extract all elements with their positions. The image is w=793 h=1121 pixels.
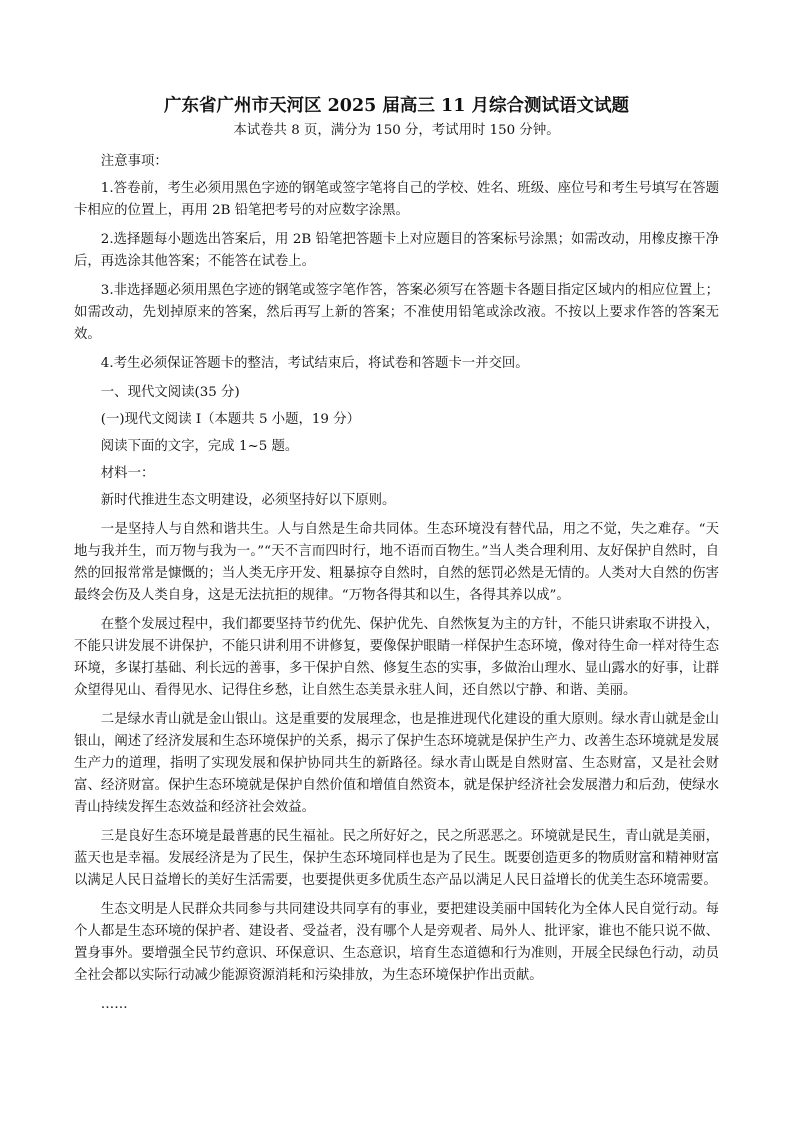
- material-paragraph: 新时代推进生态文明建设，必须坚持好以下原则。: [100, 493, 396, 508]
- notice-item: 1.答卷前，考生必须用黑色字迹的钢笔或签字笔将自己的学校、姓名、班级、座位号和考生号填写在答题卡相应的位置上，再用 2B 铅笔把考号的对应数字涂黑。: [74, 181, 719, 218]
- text-ellipsis: ……: [100, 997, 128, 1012]
- notice-heading: 注意事项：: [100, 154, 168, 169]
- material-paragraph: 在整个发展过程中，我们都要坚持节约优先、保护优先、自然恢复为主的方针，不能只讲索取不讲投入，不能只讲发展不讲保护，不能只讲利用不讲修复，要像保护眼睛一样保护生态环境，像对待生命一样对待生态环境，多谋打基础、利长远的善事，多干保护自然、修复生态的实事，多做治山理水、显山露水的好事，让群众望得见山、看得见水、记得住乡愁，让自然生态美景永驻人间，还自然以宁静、和谐、美丽。: [74, 617, 719, 698]
- reading-instruction: 阅读下面的文字，完成 1~5 题。: [100, 439, 299, 454]
- notice-item: 3.非选择题必须用黑色字迹的钢笔或签字笔作答，答案必须写在答题卡各题目指定区域内的相应位置上；如需改动，先划掉原来的答案，然后再写上新的答案；不准使用铅笔或涂改液。不按以上要求作答的答案无效。: [74, 283, 719, 342]
- exam-subtitle: 本试卷共 8 页，满分为 150 分，考试用时 150 分钟。: [233, 123, 560, 138]
- exam-title: 广东省广州市天河区 2025 届高三 11 月综合测试语文试题: [164, 96, 629, 116]
- notice-item: 4.考生必须保证答题卡的整洁，考试结束后，将试卷和答题卡一并交回。: [100, 356, 529, 371]
- material-paragraph: 三是良好生态环境是最普惠的民生福祉。民之所好好之，民之所恶恶之。环境就是民生，青山就是美丽，蓝天也是幸福。发展经济是为了民生，保护生态环境同样也是为了民生。既要创造更多的物质财富和精神财富以满足人民日益增长的美好生活需要，也要提供更多优质生态产品以满足人民日益增长的优美生态环境需要。: [74, 829, 719, 888]
- material-paragraph: 二是绿水青山就是金山银山。这是重要的发展理念，也是推进现代化建设的重大原则。绿水青山就是金山银山，阐述了经济发展和生态环境保护的关系，揭示了保护生态环境就是保护生产力、改善生态环境就是发展生产力的道理，指明了实现发展和保护协同共生的新路径。绿水青山既是自然财富、生态财富，又是社会财富、经济财富。保护生态环境就是保护自然价值和增值自然资本，就是保护经济社会发展潜力和后劲，使绿水青山持续发挥生态效益和经济社会效益。: [74, 712, 719, 815]
- material-paragraph: 一是坚持人与自然和谐共生。人与自然是生命共同体。生态环境没有替代品，用之不觉，失之难存。“天地与我并生，而万物与我为一。”“天不言而四时行，地不语而百物生。”当人类合理利用、友好保护自然时，自然的回报常常是慷慨的；当人类无序开发、粗暴掠夺自然时，自然的惩罚必然是无情的。人类对大自然的伤害最终会伤及人类自身，这是无法抗拒的规律。“万物各得其和以生，各得其养以成”。: [74, 522, 719, 603]
- notice-item: 2.选择题每小题选出答案后，用 2B 铅笔把答题卡上对应题目的答案标号涂黑；如需改动，用橡皮擦干净后，再选涂其他答案；不能答在试卷上。: [74, 232, 719, 269]
- material-paragraph: 生态文明是人民群众共同参与共同建设共同享有的事业，要把建设美丽中国转化为全体人民自觉行动。每个人都是生态环境的保护者、建设者、受益者，没有哪个人是旁观者、局外人、批评家，谁也不能只说不做、置身事外。要增强全民节约意识、环保意识、生态意识，培育生态道德和行为准则，开展全民绿色行动，动员全社会都以实际行动减少能源资源消耗和污染排放，为生态环境保护作出贡献。: [74, 902, 719, 983]
- material-label: 材料一：: [100, 466, 155, 481]
- subsection-heading: (一)现代文阅读 I（本题共 5 小题，19 分）: [100, 412, 360, 427]
- section-heading: 一、现代文阅读(35 分): [100, 385, 240, 400]
